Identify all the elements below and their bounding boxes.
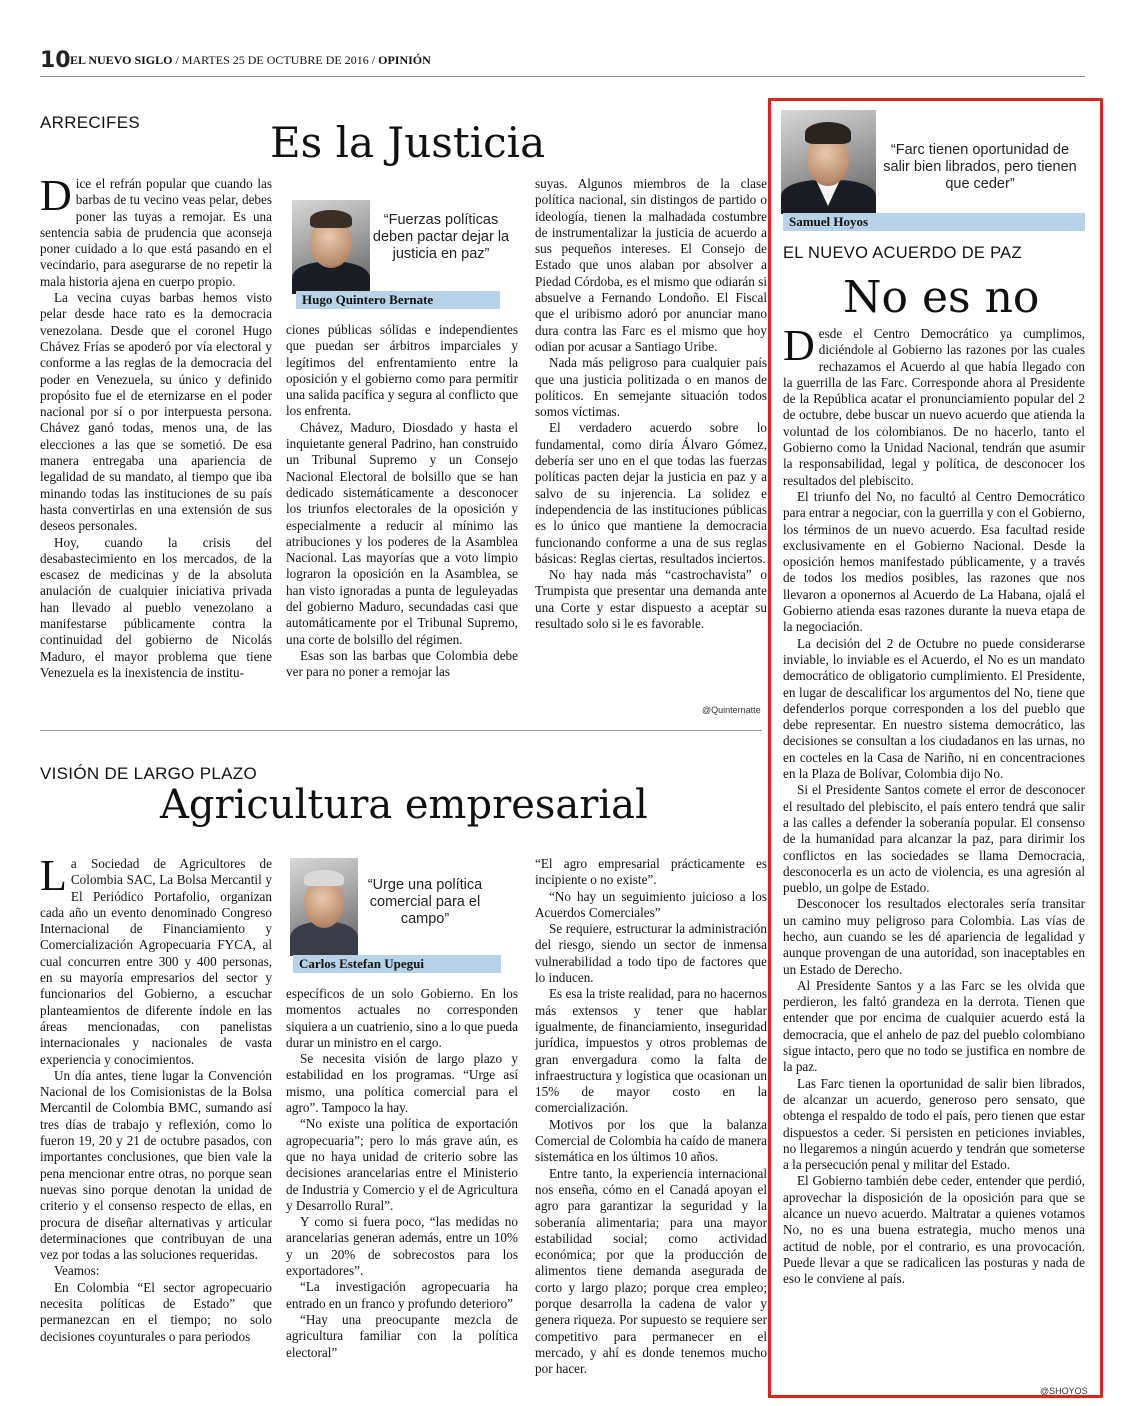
drop-cap: D [783, 326, 815, 370]
article1-author: Hugo Quintero Bernate [296, 291, 500, 309]
article2-column-1 [40, 856, 272, 1392]
article3-title: No es no [843, 272, 1040, 323]
paragraph: “No existe una política de exportación agropecuaria”; pero lo más grave aún, es que no haya unidad de criterio sobre las decisiones arancelarias entre el Ministerio de Industria y Comercio y el de Agricultura y Desarrollo Rural”. [286, 1116, 518, 1213]
article1-column-1-text [40, 176, 272, 681]
paragraph: “El agro empresarial prácticamente es incipiente o no existe”. [535, 856, 767, 888]
paragraph: Las Farc tienen la oportunidad de salir bien librados, de alcanzar un acuerdo, generoso pero sensato, que obtenga el respaldo de todo el país, pero tienen que estar dispuestos a ceder. Si persisten en peticiones inviables, no llegaremos a ningún acuerdo y tendrán que someterse a la persecución penal y militar del Estado. [783, 1075, 1085, 1173]
paragraph: “La investigación agropecuaria ha entrado en un franco y profundo deterioro” [286, 1279, 518, 1311]
drop-cap: D [40, 176, 72, 220]
paragraph: suyas. Algunos miembros de la clase política nacional, sin distingos de partido o ideología, tienen la malhadada costumbre de instrumentalizar la justicia de acuerdo a sus pequeños intereses. El Consejo de Estado que unos alaban por absolver a Piedad Córdoba, es el mismo que odiarán si absuelve a Fernando Londoño. El Fiscal que el uribismo adoró por anunciar mano dura contra las Farc es el mismo que hoy odian por acusar a Santiago Uribe. [535, 176, 767, 354]
article1-column-1 [40, 176, 272, 721]
paragraph: Veamos: [54, 1263, 100, 1279]
paragraph: Y como si fuera poco, “las medidas no arancelarias generan además, entre un 10% y un 20% de sobrecostos para los exportadores”. [286, 1214, 518, 1279]
paragraph: Motivos por los que la balanza Comercial de Colombia ha caído de manera sistemática en los últimos 10 años. [535, 1116, 767, 1165]
paragraph: Se requiere, estructurar la administración del riesgo, siendo un sector de inmensa vulnerabilidad a todo tipo de factores que lo inducen. [535, 921, 767, 986]
paragraph: Si el Presidente Santos comete el error de desconocer el resultado del plebiscito, el país entero tendrá que salir a las calles a defender la soberanía popular. El consenso de la humanidad para alcanzar la paz, para dirimir los conflictos en las sociedades se llama Democracia, desconocerla es un acto de violencia, es una agresión al pueblo, un golpe de Estado. [783, 782, 1085, 896]
article1-quote: “Fuerzas políticas deben pactar dejar la justicia en paz” [372, 212, 510, 262]
article3-column-text [783, 326, 1085, 1288]
header-section: OPINIÓN [378, 53, 431, 67]
drop-cap: L [40, 856, 67, 900]
paragraph: El Gobierno también debe ceder, entender que perdió, aprovechar la disposición de la oposición para que se alcance un nuevo acuerdo. Maltratar a quienes votamos No, no es una buena estrategia, mucho menos una actitud de noble, por el contrario, es una provocación. Puede llevar a que se radicalicen las posturas y nada de eso le conviene al país. [783, 1173, 1085, 1287]
author-photo-hugo-quintero [292, 200, 370, 294]
article1-handle: @Quinternatte [702, 705, 761, 715]
article3-handle: @SHOYOS [1040, 1386, 1088, 1396]
header-line: EL NUEVO SIGLO / MARTES 25 DE OCTUBRE DE 2016 / OPINIÓN [70, 53, 431, 67]
article1-section: ARRECIFES [40, 113, 140, 132]
article2-author: Carlos Estefan Upegui [293, 955, 501, 973]
article1-column-3-text [535, 176, 767, 632]
paragraph: específicos de un solo Gobierno. En los momentos actuales no corresponden siquiera a un cuatrienio, sino a lo que pueda durar un ministro en el cargo. [286, 986, 518, 1050]
article3-column [783, 326, 1085, 1382]
paragraph: Hoy, cuando la crisis del desabastecimiento en los mercados, de la escasez de medicinas y de la absoluta anulación de cualquier iniciativa privada han llevado al pueblo venezolano a manifestarse públicamente contra la continuidad del gobierno de Nicolás Maduro, el mayor problema que tiene Venezuela es la inexistencia de institu- [40, 534, 272, 680]
article2-column-2 [286, 986, 518, 1396]
article3-quote: “Farc tienen oportunidad de salir bien librados, pero tienen que ceder” [883, 142, 1077, 192]
page-header [40, 48, 1085, 77]
paragraph: Nada más peligroso para cualquier país que una justicia politizada o en manos de políticos. En semejante situación todos somos víctimas. [535, 355, 767, 420]
article2-column-3-text [535, 856, 767, 1378]
paragraph: ciones públicas sólidas e independientes que puedan ser árbitros imparciales y legítimos del enfrentamiento entre la oposición y el gobierno como para permitir una salida pacífica y segura al conflicto que los enfrenta. [286, 322, 518, 419]
author-photo-carlos-estefan [290, 858, 358, 956]
header-date: MARTES 25 DE OCTUBRE DE 2016 [181, 53, 369, 67]
paragraph: La vecina cuyas barbas hemos visto pelar desde hace rato es la democracia venezolana. Desde que el coronel Hugo Chávez Frías se apoderó por vía electoral y conforme a las reglas de la democracia del poder en Venezuela, su único y definido propósito fue el de eternizarse en el poder nacional por sí o por interpuesta persona. Chávez ganó todas, menos una, de las elecciones a las que se sometió. De esa manera entregaba una apariencia de legalidad de su mandato, al tiempo que iba minando todas las instituciones de su país hasta convertirlas en una extensión de sus deseos personales. [40, 290, 272, 534]
article1-column-3 [535, 176, 767, 706]
article2-column-2-text [286, 986, 518, 1361]
paragraph: Entre tanto, la experiencia internacional nos enseña, cómo en el Canadá apoyan el agro para garantizar la seguridad y la soberanía alimentaria; para una mayor estabilidad social; como actividad económica; por que la producción de alimentos tiene demanda asegurada de corto y largo plazo; porque crea empleo; porque desarrolla la cadena de valor y genera riqueza. Por supuesto se requiere ser competitivo para permanecer en el mercado, y ahí es donde tenemos mucho por hacer. [535, 1165, 767, 1377]
article-divider [40, 730, 762, 731]
author-photo-samuel-hoyos [781, 110, 876, 214]
article2-quote: “Urge una política comercial para el campo” [367, 877, 483, 927]
newspaper-name: EL NUEVO SIGLO [70, 53, 173, 67]
paragraph: a Sociedad de Agricultores de Colombia SAC, La Bolsa Mercantil y El Periódico Portafolio, organizan cada año un evento denominado Congreso Internacional de Financiamiento y Comercialización Agropecuaria FYCA, al cual concurren entre 300 y 400 personas, en su mayoría empresarios del sector y funcionarios del Gobierno, a escuchar planteamientos de diferente índole en las áreas mencionadas, con panelistas internacionales y nacionales de vasta experiencia y conocimientos. [40, 856, 272, 1067]
article2-title: Agricultura empresarial [160, 782, 648, 828]
article3-section: EL NUEVO ACUERDO DE PAZ [783, 244, 1022, 262]
paragraph: Desconocer los resultados electorales sería transitar un camino muy peligroso para Colombia. Las vías de hecho, aun cuando se les dé apariencia de legalidad y aunque provengan de una autoridad, son inaceptables en un Estado de Derecho. [783, 896, 1085, 977]
page-number: 10 [40, 48, 71, 73]
paragraph: Un día antes, tiene lugar la Convención Nacional de los Comisionistas de la Bolsa Mercantil de Colombia BMC, sumando así tres días de trabajo y reflexión, como lo fueron 19, 20 y 21 de octubre pasados, con importantes conclusiones, que bien vale la pena mencionar entre otras, no porque sean nuevas sino porque denotan la unidad de criterio y el consenso respecto de ellas, en procura de diseñar alternativas y articular determinaciones que contribuyan de una vez por todas a las soluciones requeridas. [40, 1067, 272, 1263]
paragraph: Es esa la triste realidad, para no hacernos más extensos y tener que hablar igualmente, de financiamiento, inseguridad jurídica, impuestos y otros problemas de gran envergadura como la falta de infraestructura y logística que ocasionan un 15% de mayor costo en la comercialización. [535, 986, 767, 1116]
paragraph: El triunfo del No, no facultó al Centro Democrático para entrar a negociar, con la guerrilla y con el Gobierno, los términos de un nuevo acuerdo. Esa facultad reside exclusivamente en el Gobierno Nacional. Desde la oposición hemos manifestado públicamente, y a través de todos los medios posibles, las razones que nos llevaron a oponernos al Acuerdo de La Habana, ojalá el Gobierno atienda esas razones durante la nueva etapa de la negociación. [783, 488, 1085, 635]
paragraph: En Colombia “El sector agropecuario necesita políticas de Estado” que permanezcan en el tiempo; no solo decisiones coyunturales o para periodos [40, 1279, 272, 1344]
paragraph: La decisión del 2 de Octubre no puede considerarse inviable, lo inviable es el Acuerdo, el No es un mandato democrático de obligatorio cumplimiento. El Presidente, en lugar de descalificar los argumentos del No, tiene que defenderlos porque corresponden a los del pueblo que debe representar. En nuestro sistema democrático, las decisiones se consultan a los ciudadanos en las urnas, no en cocteles en la Casa de Nariño, ni en concentraciones en la Plaza de Bolívar, Colombia dijo No. [783, 635, 1085, 782]
paragraph: No hay nada más “castrochavista” o Trumpista que presentar una demanda ante una Corte y estar dispuesto a aceptar su resultado solo si le es favorable. [535, 567, 767, 632]
article1-title: Es la Justicia [270, 118, 546, 167]
paragraph: Esas son las barbas que Colombia debe ver para no poner a remojar las [286, 647, 518, 680]
paragraph: ice el refrán popular que cuando las barbas de tu vecino veas pelar, debes poner las tuyas a remojar. Es una sentencia sabia de prudencia que aconseja poner cuidado a lo que está pasando en el vecindario, para asegurarse de no repetir la mala historia ajena en cuerpo propio. [40, 176, 272, 289]
paragraph: “Hay una preocupante mezcla de agricultura familiar con la política electoral” [286, 1311, 518, 1360]
paragraph: “No hay un seguimiento juicioso a los Acuerdos Comerciales” [535, 888, 767, 920]
article1-column-2 [286, 322, 518, 722]
paragraph: Chávez, Maduro, Diosdado y hasta el inquietante general Padrino, han construido un Tribunal Supremo y un Consejo Nacional Electoral de bolsillo que se han dedicado sistemáticamente a desconocer los triunfos electorales de la oposición y especialmente a reducir al mínimo las atribuciones y los poderes de la Asamblea Nacional. Las mayorías que a voto limpio lograron la oposición en la Asamblea, se han visto ignoradas a punta de leguleyadas del gobierno Maduro, secundadas casi que automáticamente por el Tribunal Supremo, una corte de bolsillo del régimen. [286, 419, 518, 647]
article2-column-1-text [40, 856, 272, 1345]
article3-author: Samuel Hoyos [783, 213, 1085, 231]
paragraph: esde el Centro Democrático ya cumplimos, diciéndole al Gobierno las razones por las cuales rechazamos el Acuerdo al que había llegado con la guerrilla de las Farc. Corresponde ahora al Presidente de la República acatar el pronunciamiento popular del 2 de octubre, debe buscar un nuevo acuerdo que atienda la voluntad de los colombianos. De no hacerlo, tanto el Gobierno como la Unidad Nacional, tendrán que asumir la responsabilidad, legal y política, de desconocer los resultados del plebiscito. [783, 326, 1085, 488]
article2-section: VISIÓN DE LARGO PLAZO [40, 764, 257, 783]
article2-column-3 [535, 856, 767, 1396]
paragraph: Al Presidente Santos y a las Farc se les olvida que perdieron, les faltó grandeza en la derrota. Tienen que entender que por encima de cualquier acuerdo está la democracia, que el anhelo de paz del pueblo colombiano sigue intacto, pero que no todo se justifica en nombre de la paz. [783, 977, 1085, 1075]
article1-column-2-text [286, 322, 518, 681]
paragraph: El verdadero acuerdo sobre lo fundamental, como diría Álvaro Gómez, debería ser uno en el que todas las fuerzas políticas pacten dejar la justicia en paz y a salvo de su injerencia. La solidez e independencia de las instituciones públicas es lo único que mantiene la democracia funcionando conforme a una de sus reglas básicas: Reglas ciertas, resultados inciertos. [535, 420, 767, 566]
paragraph: Se necesita visión de largo plazo y estabilidad en los programas. “Urge así mismo, una política comercial para el agro”. Tampoco la hay. [286, 1051, 518, 1116]
